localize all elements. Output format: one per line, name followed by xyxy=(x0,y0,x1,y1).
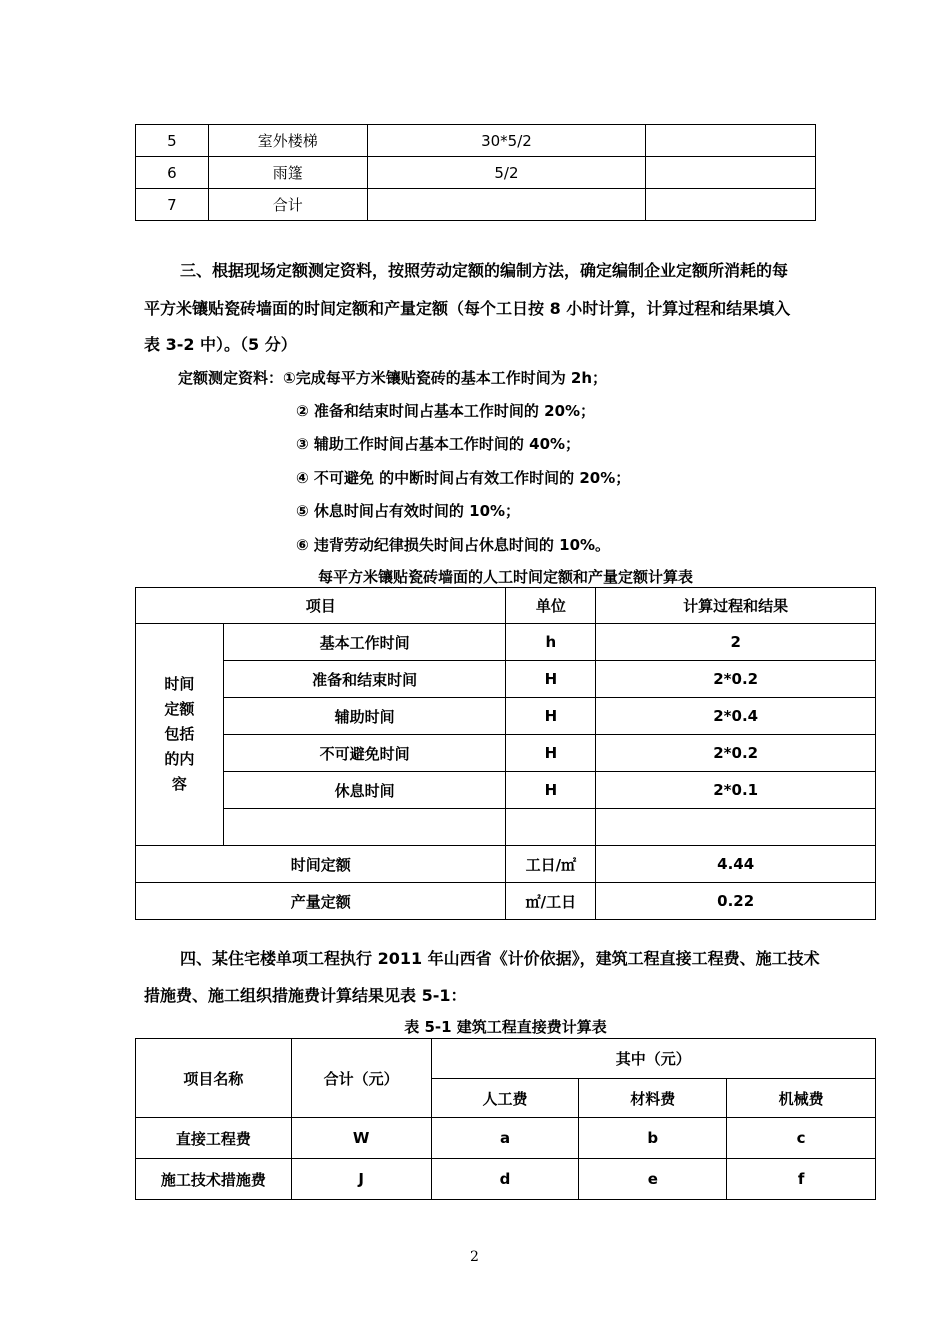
table-row xyxy=(136,883,876,920)
row-unit: h xyxy=(506,624,596,661)
header-machine: 机械费 xyxy=(727,1079,876,1118)
row-number: 7 xyxy=(136,189,209,221)
row-extra xyxy=(646,189,816,221)
row-name: 合计 xyxy=(208,189,367,221)
header-calc: 计算过程和结果 xyxy=(596,588,876,624)
group-label xyxy=(136,624,224,846)
row-unit: H xyxy=(506,772,596,809)
row-calc: 30*5/2 xyxy=(367,125,646,157)
row-value: 2*0.2 xyxy=(596,661,876,698)
cost-table xyxy=(135,1038,876,1200)
table-row xyxy=(136,1159,876,1200)
table-header-row xyxy=(136,1039,876,1079)
data-item: ② 准备和结束时间占基本工作时间的 20%； xyxy=(296,402,596,420)
data-intro: 定额测定资料：①完成每平方米镶贴瓷砖的基本工作时间为 2h； xyxy=(178,369,608,387)
group-label-line: 的内 xyxy=(164,750,195,768)
row-labor: a xyxy=(431,1118,579,1159)
header-name: 项目名称 xyxy=(136,1039,292,1118)
output-quota-unit: ㎡/工日 xyxy=(506,883,596,920)
row-unit xyxy=(506,809,596,846)
row-machine: f xyxy=(727,1159,876,1200)
row-value: 2*0.1 xyxy=(596,772,876,809)
row-machine: c xyxy=(727,1118,876,1159)
row-labor: d xyxy=(431,1159,579,1200)
row-name: 休息时间 xyxy=(223,772,506,809)
row-name: 不可避免时间 xyxy=(223,735,506,772)
page-number: 2 xyxy=(470,1249,479,1265)
table-row xyxy=(136,846,876,883)
row-name: 施工技术措施费 xyxy=(136,1159,292,1200)
output-quota-label: 产量定额 xyxy=(136,883,506,920)
row-name: 准备和结束时间 xyxy=(223,661,506,698)
data-item: ⑤ 休息时间占有效时间的 10%； xyxy=(296,502,521,520)
row-name: 室外楼梯 xyxy=(208,125,367,157)
table-row xyxy=(136,624,876,661)
table-row xyxy=(136,809,876,846)
row-name: 基本工作时间 xyxy=(223,624,506,661)
data-item: ③ 辅助工作时间占基本工作时间的 40%； xyxy=(296,435,581,453)
row-unit: H xyxy=(506,735,596,772)
row-value xyxy=(596,809,876,846)
row-material: b xyxy=(579,1118,727,1159)
group-label-line: 容 xyxy=(171,775,187,793)
header-total: 合计（元） xyxy=(291,1039,431,1118)
table-row xyxy=(136,1118,876,1159)
output-quota-value: 0.22 xyxy=(596,883,876,920)
row-number: 6 xyxy=(136,157,209,189)
table-row xyxy=(136,189,816,221)
header-labor: 人工费 xyxy=(431,1079,579,1118)
section4-line1: 四、某住宅楼单项工程执行 2011 年山西省《计价依据》，建筑工程直接工程费、施工技术 xyxy=(180,949,820,968)
row-value: 2*0.4 xyxy=(596,698,876,735)
header-unit: 单位 xyxy=(506,588,596,624)
row-name xyxy=(223,809,506,846)
quota-table xyxy=(135,587,876,920)
row-extra xyxy=(646,157,816,189)
section3-line2: 平方米镶贴瓷砖墙面的时间定额和产量定额（每个工日按 8 小时计算，计算过程和结果填入 xyxy=(144,299,791,318)
section4-line2: 措施费、施工组织措施费计算结果见表 5-1： xyxy=(144,986,467,1005)
table-row xyxy=(136,157,816,189)
row-extra xyxy=(646,125,816,157)
row-material: e xyxy=(579,1159,727,1200)
group-label-line: 时间 xyxy=(164,675,195,693)
row-name: 直接工程费 xyxy=(136,1118,292,1159)
row-value: 2 xyxy=(596,624,876,661)
header-item: 项目 xyxy=(136,588,506,624)
data-item: ④ 不可避免 的中断时间占有效工作时间的 20%； xyxy=(296,469,631,487)
row-value: 2*0.2 xyxy=(596,735,876,772)
row-calc xyxy=(367,189,646,221)
row-total: W xyxy=(291,1118,431,1159)
time-quota-value: 4.44 xyxy=(596,846,876,883)
group-label-line: 包括 xyxy=(164,725,195,743)
header-among: 其中（元） xyxy=(431,1039,875,1079)
section3-line1: 三、根据现场定额测定资料，按照劳动定额的编制方法，确定编制企业定额所消耗的每 xyxy=(180,261,789,280)
section3-line3: 表 3-2 中）。（5 分） xyxy=(144,335,297,354)
table-row xyxy=(136,125,816,157)
top-table xyxy=(135,124,816,221)
table-row xyxy=(136,772,876,809)
row-unit: H xyxy=(506,661,596,698)
time-quota-unit: 工日/㎡ xyxy=(506,846,596,883)
time-quota-label: 时间定额 xyxy=(136,846,506,883)
table-row xyxy=(136,698,876,735)
row-total: J xyxy=(291,1159,431,1200)
row-name: 辅助时间 xyxy=(223,698,506,735)
row-name: 雨篷 xyxy=(208,157,367,189)
row-number: 5 xyxy=(136,125,209,157)
table-header-row xyxy=(136,588,876,624)
data-item: ⑥ 违背劳动纪律损失时间占休息时间的 10%。 xyxy=(296,536,611,554)
table-row xyxy=(136,735,876,772)
table-row xyxy=(136,661,876,698)
mid-table-caption: 每平方米镶贴瓷砖墙面的人工时间定额和产量定额计算表 xyxy=(317,568,693,586)
row-calc: 5/2 xyxy=(367,157,646,189)
bottom-table-caption: 表 5-1 建筑工程直接费计算表 xyxy=(404,1018,607,1036)
header-material: 材料费 xyxy=(579,1079,727,1118)
group-label-line: 定额 xyxy=(164,700,195,718)
row-unit: H xyxy=(506,698,596,735)
